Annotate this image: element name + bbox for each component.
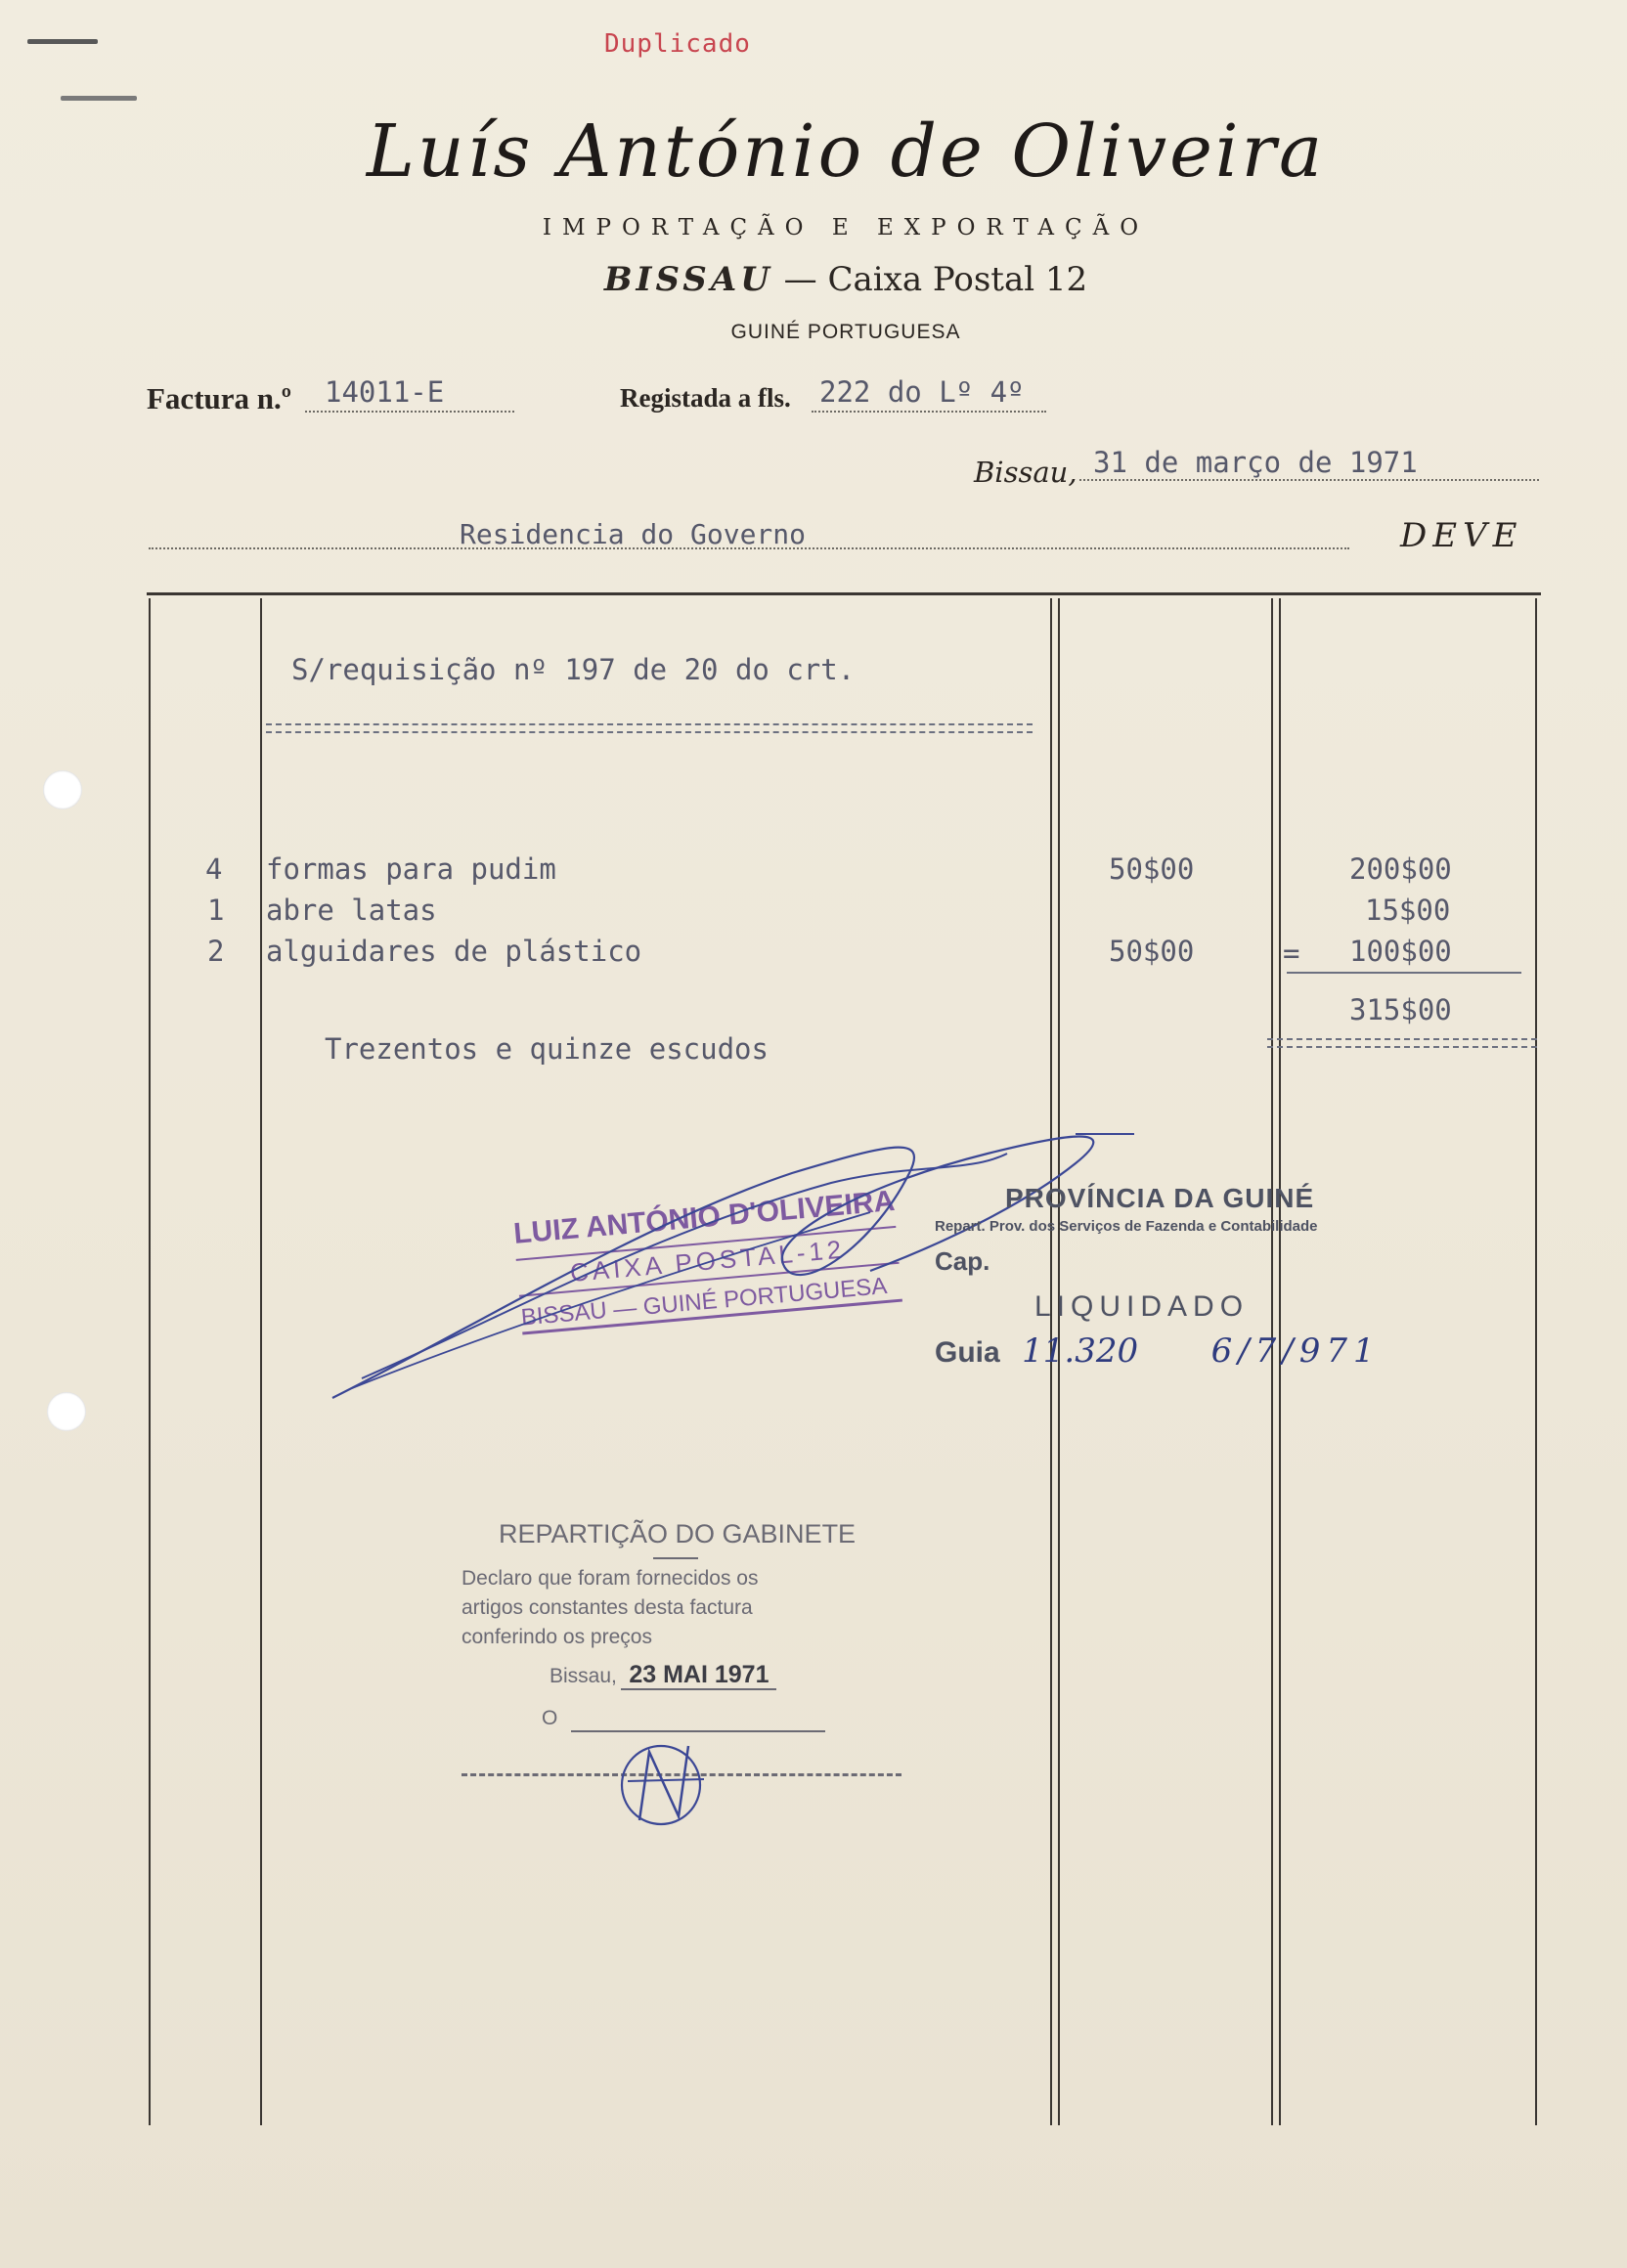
registo-label: Registada a fls. xyxy=(620,383,791,413)
item-qty: 1 xyxy=(207,894,225,927)
gabinete-stamp-text: Declaro que foram fornecidos os xyxy=(462,1567,759,1590)
fazenda-stamp-guia-row xyxy=(935,1331,1443,1371)
fazenda-stamp xyxy=(935,1183,1443,1371)
table-column-rule xyxy=(149,598,151,2125)
deve-label: DEVE xyxy=(1400,516,1523,555)
city: BISSAU xyxy=(603,260,773,299)
fazenda-stamp-cap: Cap. xyxy=(935,1246,990,1276)
gabinete-stamp-text: conferindo os preços xyxy=(462,1626,652,1648)
punch-hole xyxy=(43,770,82,809)
amount-in-words: Trezentos e quinze escudos xyxy=(325,1032,769,1066)
fazenda-stamp-guia: Guia xyxy=(935,1336,1000,1369)
customer-name: Residencia do Governo xyxy=(460,518,807,550)
equals-sign: = xyxy=(1283,937,1300,970)
requisition-line: S/requisição nº 197 de 20 do crt. xyxy=(291,653,856,686)
company-address xyxy=(0,260,1627,299)
item-description: abre latas xyxy=(266,894,437,927)
company-activity: IMPORTAÇÃO E EXPORTAÇÃO xyxy=(542,215,1150,240)
item-qty: 4 xyxy=(205,852,223,886)
duplicate-mark: Duplicado xyxy=(604,29,751,59)
gabinete-stamp-letter: O xyxy=(542,1707,558,1729)
item-qty: 2 xyxy=(207,935,225,968)
gabinete-stamp-signature-row xyxy=(462,1707,921,1730)
item-unit-price: 50$00 xyxy=(1109,935,1195,968)
gabinete-stamp-rule xyxy=(653,1557,698,1559)
corner-mark xyxy=(27,39,98,44)
initials-mark xyxy=(610,1730,718,1838)
requisition-underline xyxy=(266,723,1033,733)
liquidation-date: 6/7/971 xyxy=(1210,1331,1381,1371)
gabinete-stamp-place: Bissau, xyxy=(550,1665,617,1687)
company-stamp-box: CAIXA POSTAL-12 xyxy=(516,1226,900,1297)
item-total: 15$00 xyxy=(1365,894,1451,927)
gabinete-stamp-date-row xyxy=(462,1661,921,1689)
fazenda-stamp-department: Repart. Prov. dos Serviços de Fazenda e Contabilidade xyxy=(935,1218,1318,1235)
gabinete-stamp-text: artigos constantes desta factura xyxy=(462,1596,753,1619)
punch-hole xyxy=(47,1392,86,1431)
subtotal-rule xyxy=(1287,972,1521,974)
fazenda-stamp-province: PROVÍNCIA DA GUINÉ xyxy=(1005,1183,1315,1213)
company-name: Luís António de Oliveira xyxy=(366,109,1326,194)
gabinete-stamp-title: REPARTIÇÃO DO GABINETE xyxy=(499,1519,857,1548)
company-stamp-city: BISSAU — GUINÉ PORTUGUESA xyxy=(520,1272,902,1335)
factura-number: 14011-E xyxy=(325,375,445,409)
address-suffix: — Caixa Postal 12 xyxy=(783,260,1088,299)
item-description: alguidares de plástico xyxy=(266,935,642,968)
signature-stroke xyxy=(362,1154,1007,1378)
liquidation-number: 11.320 xyxy=(1022,1331,1139,1371)
grand-total: 315$00 xyxy=(1349,993,1452,1026)
company-stamp-name: LUIZ ANTÓNIO D'OLIVEIRA xyxy=(512,1184,897,1250)
registo-value: 222 do Lº 4º xyxy=(819,375,1025,409)
place-label: Bissau, xyxy=(974,456,1077,489)
factura-label: Factura n.º xyxy=(147,381,291,415)
fazenda-stamp-liquidado: LIQUIDADO xyxy=(1034,1290,1250,1323)
gabinete-stamp-date: 23 MAI 1971 xyxy=(621,1661,776,1690)
item-unit-price: 50$00 xyxy=(1109,852,1195,886)
table-column-rule xyxy=(260,598,262,2125)
corner-mark xyxy=(61,96,137,101)
invoice-date: 31 de março de 1971 xyxy=(1093,446,1418,479)
table-column-rule xyxy=(1535,598,1537,2125)
company-country: GUINÉ PORTUGUESA xyxy=(730,321,961,343)
grand-total-underline xyxy=(1267,1038,1537,1048)
item-description: formas para pudim xyxy=(266,852,556,886)
item-total: 100$00 xyxy=(1349,935,1452,968)
table-top-rule xyxy=(147,592,1541,595)
item-total: 200$00 xyxy=(1349,852,1452,886)
